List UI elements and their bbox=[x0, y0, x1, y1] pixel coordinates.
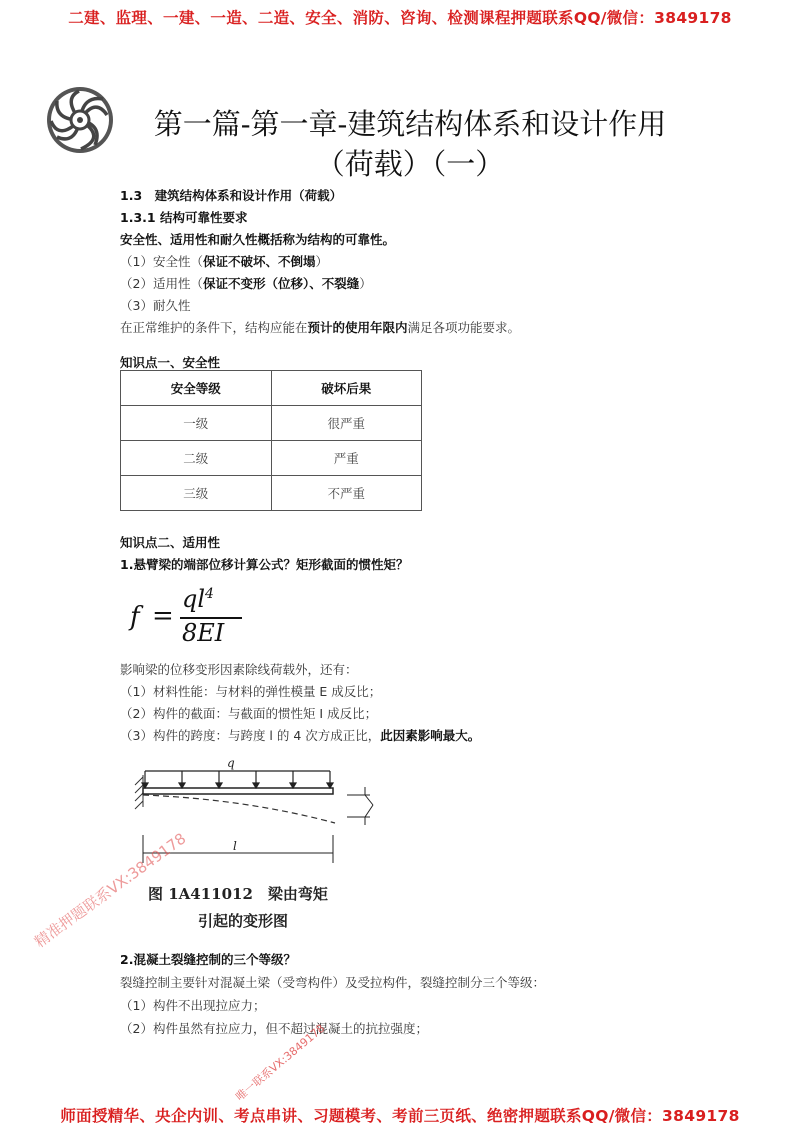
knowledge-point-1-heading: 知识点一、安全性 bbox=[120, 355, 221, 370]
fixed-support-hatch bbox=[135, 775, 143, 809]
factor-span: （3）构件的跨度：与跨度 l 的 4 次方成正比，此因素影响最大。 bbox=[120, 728, 481, 743]
swirl-logo bbox=[45, 85, 115, 155]
table-cell: 很严重 bbox=[271, 406, 422, 441]
table-header-cell: 破坏后果 bbox=[271, 371, 422, 406]
figure-caption-line-2: 引起的变形图 bbox=[198, 912, 289, 930]
span-label: l bbox=[233, 839, 237, 853]
safety-level-table bbox=[120, 370, 422, 511]
table-row bbox=[121, 441, 422, 476]
figure-caption-line-1: 图 1A411012 梁由弯矩 bbox=[148, 885, 328, 903]
reliability-item-safety: （1）安全性（保证不破坏、不倒塌） bbox=[120, 254, 328, 269]
table-cell: 二级 bbox=[121, 441, 272, 476]
beam-body bbox=[143, 788, 333, 794]
crack-level-1: （1）构件不出现拉应力； bbox=[120, 998, 266, 1013]
deflection-formula bbox=[130, 585, 250, 650]
table-cell: 一级 bbox=[121, 406, 272, 441]
formula-equals: = bbox=[152, 601, 174, 631]
formula-denominator: 8EI bbox=[182, 619, 225, 647]
section-heading-1-3-1: 1.3.1 结构可靠性要求 bbox=[120, 210, 248, 225]
crack-level-2: （2）构件虽然有拉应力，但不超过混凝土的抗拉强度； bbox=[120, 1021, 428, 1036]
top-banner: 二建、监理、一建、一造、二造、安全、消防、咨询、检测课程押题联系QQ/微信：3849178 bbox=[68, 9, 732, 27]
factors-intro: 影响梁的位移变形因素除线荷载外，还有： bbox=[120, 662, 358, 677]
knowledge-point-2-heading: 知识点二、适用性 bbox=[120, 535, 221, 550]
table-row bbox=[121, 406, 422, 441]
watermark: 唯一联系VX:3849178 bbox=[233, 1021, 328, 1104]
question-1: 1.悬臂梁的端部位移计算公式？矩形截面的惯性矩？ bbox=[120, 557, 409, 572]
factor-material: （1）材料性能：与材料的弹性模量 E 成反比； bbox=[120, 684, 382, 699]
table-row bbox=[121, 476, 422, 511]
formula-lhs: f bbox=[130, 602, 140, 632]
question-2: 2.混凝土裂缝控制的三个等级？ bbox=[120, 952, 296, 967]
table-header-row bbox=[121, 371, 422, 406]
bottom-banner: 师面授精华、央企内训、考点串讲、习题模考、考前三页纸、绝密押题联系QQ/微信：3849178 bbox=[60, 1107, 740, 1125]
document-title-line-1: 第一篇-第一章-建筑结构体系和设计作用 bbox=[153, 107, 667, 141]
reliability-item-durability: （3）耐久性 bbox=[120, 298, 191, 313]
watermark: 精准押题联系VX:3849178 bbox=[31, 829, 190, 952]
table-header-cell: 安全等级 bbox=[121, 371, 272, 406]
reliability-item-serviceability: （2）适用性（保证不变形（位移）、不裂缝） bbox=[120, 276, 372, 291]
load-label: q bbox=[227, 756, 235, 770]
reliability-intro: 安全性、适用性和耐久性概括称为结构的可靠性。 bbox=[120, 232, 396, 247]
load-arrows bbox=[142, 771, 333, 788]
table-cell: 不严重 bbox=[271, 476, 422, 511]
deflection-marker bbox=[347, 787, 373, 825]
table-cell: 严重 bbox=[271, 441, 422, 476]
table-cell: 三级 bbox=[121, 476, 272, 511]
formula-numerator: $ql^4$ bbox=[182, 585, 214, 613]
crack-control-intro: 裂缝控制主要针对混凝土梁（受弯构件）及受拉构件，裂缝控制分三个等级： bbox=[120, 975, 546, 990]
document-title-line-2: （荷载）（一） bbox=[315, 147, 505, 181]
factor-section: （2）构件的截面：与截面的惯性矩 I 成反比； bbox=[120, 706, 378, 721]
deflected-shape bbox=[143, 795, 335, 823]
reliability-note: 在正常维护的条件下，结构应能在预计的使用年限内满足各项功能要求。 bbox=[120, 320, 521, 335]
section-heading-1-3: 1.3 建筑结构体系和设计作用（荷载） bbox=[120, 188, 343, 203]
